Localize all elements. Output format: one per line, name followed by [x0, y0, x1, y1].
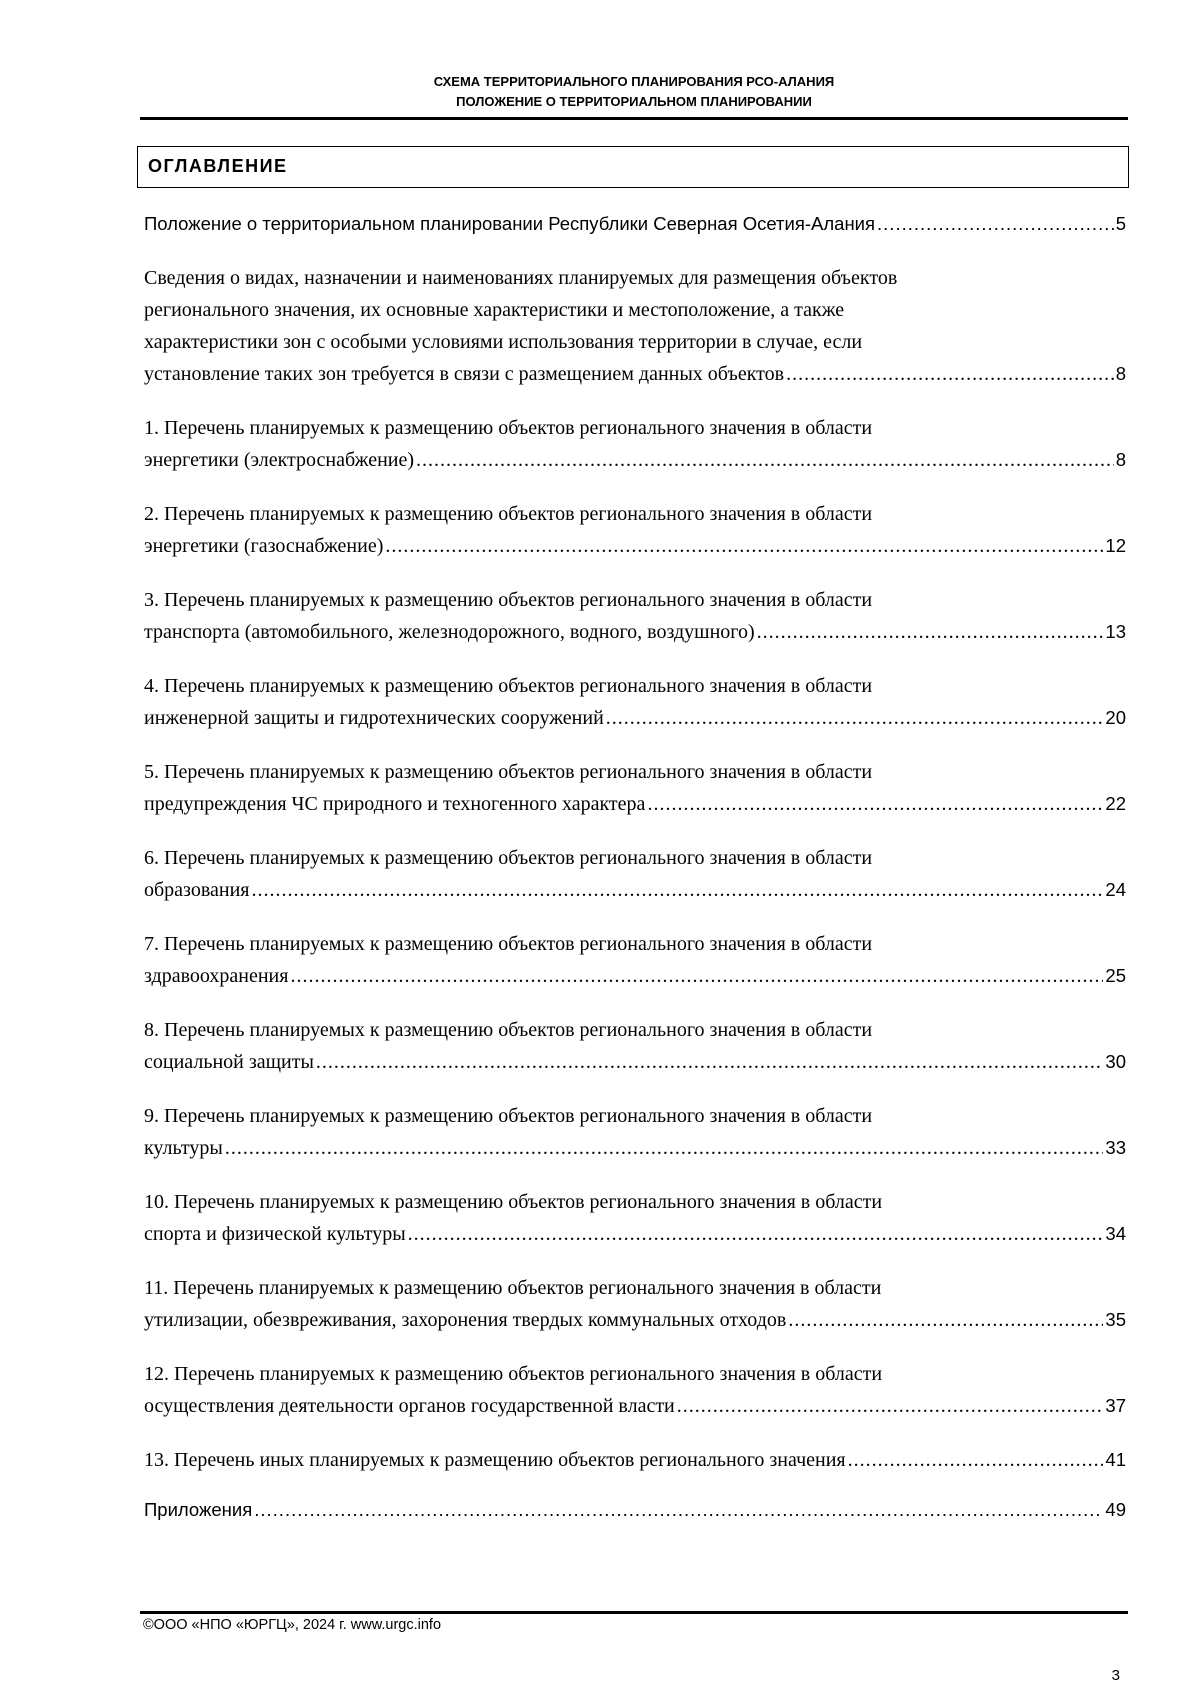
table-of-contents [144, 208, 1126, 1526]
toc-entry-text: 11. Перечень планируемых к размещению объектов регионального значения в области [144, 1277, 882, 1299]
footer-divider [140, 1611, 1128, 1614]
toc-entry-text: 4. Перечень планируемых к размещению объектов регионального значения в области [144, 675, 873, 697]
toc-entry-page: 8 [1115, 363, 1126, 384]
toc-entry-page: 30 [1105, 1051, 1126, 1072]
toc-entry-text: Положение о территориальном планировании Республики Северная Осетия-Алания [144, 213, 876, 234]
toc-entry-text: 2. Перечень планируемых к размещению объектов регионального значения в области [144, 503, 873, 525]
dot-leader [677, 1390, 1104, 1422]
toc-entry-page: 49 [1105, 1499, 1126, 1520]
dot-leader [757, 616, 1104, 648]
toc-entry-text: 3. Перечень планируемых к размещению объектов регионального значения в области [144, 589, 873, 611]
dot-leader [848, 1444, 1104, 1476]
dot-leader [606, 702, 1104, 734]
toc-entry[interactable] [144, 498, 1126, 562]
toc-entry-text: осуществления деятельности органов государственной власти [144, 1395, 675, 1417]
toc-entry[interactable] [144, 756, 1126, 820]
toc-entry-page: 37 [1105, 1395, 1126, 1416]
header-subtitle: ПОЛОЖЕНИЕ О ТЕРРИТОРИАЛЬНОМ ПЛАНИРОВАНИИ [456, 94, 812, 109]
toc-entry[interactable] [144, 1272, 1126, 1336]
toc-entry-page: 8 [1115, 449, 1126, 470]
toc-entry-text: транспорта (автомобильного, железнодорожного, водного, воздушного) [144, 621, 755, 643]
toc-entry-page: 22 [1105, 793, 1126, 814]
toc-entry-page: 25 [1105, 965, 1126, 986]
toc-entry-text: Сведения о видах, назначении и наименованиях планируемых для размещения объектов [144, 267, 898, 289]
toc-entry-page: 41 [1105, 1449, 1126, 1470]
toc-entry-page: 5 [1115, 213, 1126, 234]
toc-entry-text: регионального значения, их основные характеристики и местоположение, а также [144, 299, 845, 321]
toc-entry-text: Приложения [144, 1499, 253, 1520]
toc-entry-text: инженерной защиты и гидротехнических сооружений [144, 707, 604, 729]
toc-entry-text: 5. Перечень планируемых к размещению объектов регионального значения в области [144, 761, 873, 783]
dot-leader [647, 788, 1103, 820]
toc-entry-text: 7. Перечень планируемых к размещению объектов регионального значения в области [144, 933, 873, 955]
toc-entry-page: 35 [1105, 1309, 1126, 1330]
toc-entry-text: образования [144, 879, 250, 901]
toc-entry[interactable] [144, 208, 1126, 240]
dot-leader [788, 1304, 1103, 1336]
toc-entry-text: 13. Перечень иных планируемых к размещению объектов регионального значения [144, 1449, 846, 1471]
dot-leader [786, 358, 1114, 390]
dot-leader [254, 1494, 1103, 1526]
toc-entry[interactable] [144, 412, 1126, 476]
toc-entry-page: 13 [1105, 621, 1126, 642]
toc-entry-text: установление таких зон требуется в связи с размещением данных объектов [144, 363, 785, 385]
toc-entry[interactable] [144, 584, 1126, 648]
toc-entry-text: предупреждения ЧС природного и техногенного характера [144, 793, 646, 815]
dot-leader [416, 444, 1114, 476]
footer-copyright: ©ООО «НПО «ЮРГЦ», 2024 г. www.urgc.info [143, 1617, 442, 1633]
dot-leader [252, 874, 1104, 906]
toc-entry-text: здравоохранения [144, 965, 289, 987]
toc-entry[interactable] [144, 842, 1126, 906]
dot-leader [316, 1046, 1104, 1078]
toc-entry-text: 10. Перечень планируемых к размещению объектов регионального значения в области [144, 1191, 883, 1213]
toc-entry-text: утилизации, обезвреживания, захоронения твердых коммунальных отходов [144, 1309, 787, 1331]
document-header [140, 72, 1128, 112]
toc-entry[interactable] [144, 1186, 1126, 1250]
toc-heading: ОГЛАВЛЕНИЕ [148, 156, 288, 176]
toc-entry[interactable] [144, 1444, 1126, 1476]
header-divider [140, 117, 1128, 120]
toc-entry-page: 33 [1105, 1137, 1126, 1158]
dot-leader [408, 1218, 1104, 1250]
dot-leader [225, 1132, 1104, 1164]
toc-entry[interactable] [144, 928, 1126, 992]
toc-entry-text: 9. Перечень планируемых к размещению объектов регионального значения в области [144, 1105, 873, 1127]
toc-entry-page: 24 [1105, 879, 1126, 900]
toc-entry-text: 6. Перечень планируемых к размещению объектов регионального значения в области [144, 847, 873, 869]
toc-entry-text: характеристики зон с особыми условиями использования территории в случае, если [144, 331, 863, 353]
toc-entry[interactable] [144, 1014, 1126, 1078]
toc-entry[interactable] [144, 670, 1126, 734]
page-number: 3 [1111, 1667, 1120, 1684]
toc-heading-box [137, 146, 1129, 188]
toc-entry-page: 12 [1105, 535, 1126, 556]
dot-leader [290, 960, 1103, 992]
header-title: СХЕМА ТЕРРИТОРИАЛЬНОГО ПЛАНИРОВАНИЯ РСО-АЛАНИЯ [433, 74, 835, 89]
toc-entry-text: спорта и физической культуры [144, 1223, 406, 1245]
toc-entry-text: энергетики (электроснабжение) [144, 449, 415, 471]
dot-leader [385, 530, 1103, 562]
toc-entry[interactable] [144, 1100, 1126, 1164]
toc-entry-text: 1. Перечень планируемых к размещению объектов регионального значения в области [144, 417, 873, 439]
toc-entry-text: социальной защиты [144, 1051, 314, 1073]
toc-entry-page: 20 [1105, 707, 1126, 728]
toc-entry[interactable] [144, 1358, 1126, 1422]
toc-entry-text: культуры [144, 1137, 223, 1159]
toc-entry[interactable] [144, 1494, 1126, 1526]
toc-entry-text: энергетики (газоснабжение) [144, 535, 384, 557]
toc-entry-text: 8. Перечень планируемых к размещению объектов регионального значения в области [144, 1019, 873, 1041]
toc-entry-page: 34 [1105, 1223, 1126, 1244]
dot-leader [877, 208, 1114, 240]
toc-entry-text: 12. Перечень планируемых к размещению объектов регионального значения в области [144, 1363, 883, 1385]
toc-entry[interactable] [144, 262, 1126, 390]
